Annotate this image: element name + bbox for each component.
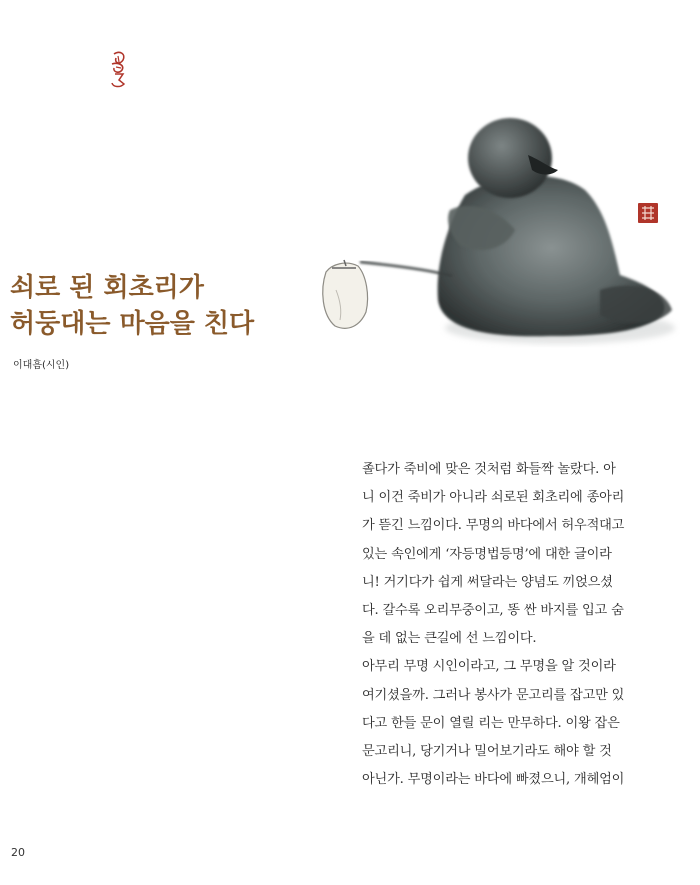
body-line: 니 이건 죽비가 아니라 쇠로된 회초리에 종아리 [362,490,625,506]
article-title [10,270,254,342]
body-line: 가 뜯긴 느낌이다. 무명의 바다에서 허우적대고 [362,518,625,534]
title-line-2: 허둥대는 마음을 친다 [10,309,255,339]
body-line: 문고리니, 당기거나 밀어보기라도 해야 할 것 [362,743,612,759]
title-line-1: 쇠로 된 회초리가 [10,273,204,303]
body-line: 아닌가. 무명이라는 바다에 빠졌으니, 개헤엄이 [362,772,625,788]
author-byline: 이대흠(시인) [13,360,70,371]
body-line: 여기셨을까. 그러나 봉사가 문고리를 잡고만 있 [362,687,625,703]
body-line: 졸다가 죽비에 맞은 것처럼 화들짝 놀랐다. 아 [362,462,616,477]
body-line: 을 데 없는 큰길에 선 느낌이다. [362,631,537,647]
body-line: 있는 속인에게 ‘자등명법등명’에 대한 글이라 [362,546,612,562]
body-line: 아무리 무명 시인이라고, 그 무명을 알 것이라 [362,659,616,675]
page-number: 20 [11,846,25,859]
body-line: 다. 갈수록 오리무중이고, 똥 싼 바지를 입고 숨 [362,602,624,618]
seal-stamp-icon [108,50,130,90]
article-body [362,456,672,794]
body-line: 니! 거기다가 쉽게 써달라는 양념도 끼얹으셨 [362,574,613,590]
seal-stamp-icon [637,202,659,224]
ink-painting-illustration [300,100,680,350]
body-line: 다고 한들 문이 열릴 리는 만무하다. 이왕 잡은 [362,715,620,731]
